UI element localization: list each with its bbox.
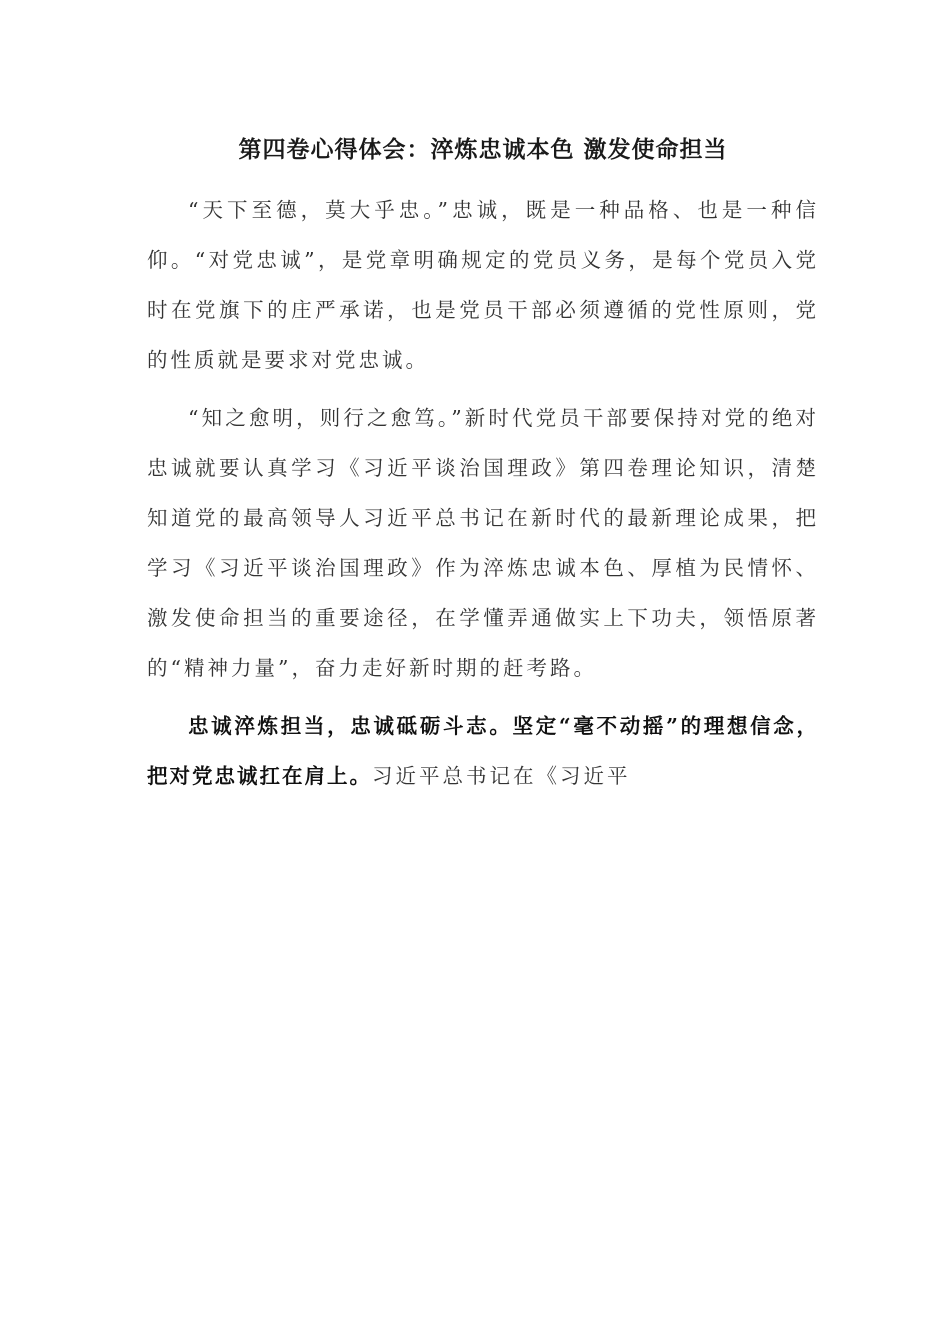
paragraph-3-text: 习近平总书记在《习近平: [372, 764, 631, 788]
paragraph-3-bold-lead: 忠诚淬炼担当，忠诚砥砺斗志。坚定“毫不动摇”的理想信念，把对党忠诚扛在肩上。: [147, 714, 819, 788]
paragraph-3: [147, 701, 819, 801]
document-body: [147, 130, 819, 809]
document-title: 第四卷心得体会：淬炼忠诚本色 激发使命担当: [238, 136, 728, 163]
paragraph-2: “知之愈明，则行之愈笃。”新时代党员干部要保持对党的绝对忠诚就要认真学习《习近平谈治国理政》第四卷理论知识，清楚知道党的最高领导人习近平总书记在新时代的最新理论成果，把学习《习近平谈治国理政》作为淬炼忠诚本色、厚植为民情怀、激发使命担当的重要途径，在学懂弄通做实上下功夫，领悟原著的“精神力量”，奋力走好新时期的赶考路。: [147, 406, 819, 680]
paragraph-1: “天下至德，莫大乎忠。”忠诚，既是一种品格、也是一种信仰。“对党忠诚”，是党章明确规定的党员义务，是每个党员入党时在党旗下的庄严承诺，也是党员干部必须遵循的党性原则，党的性质就是要求对党忠诚。: [147, 198, 819, 372]
